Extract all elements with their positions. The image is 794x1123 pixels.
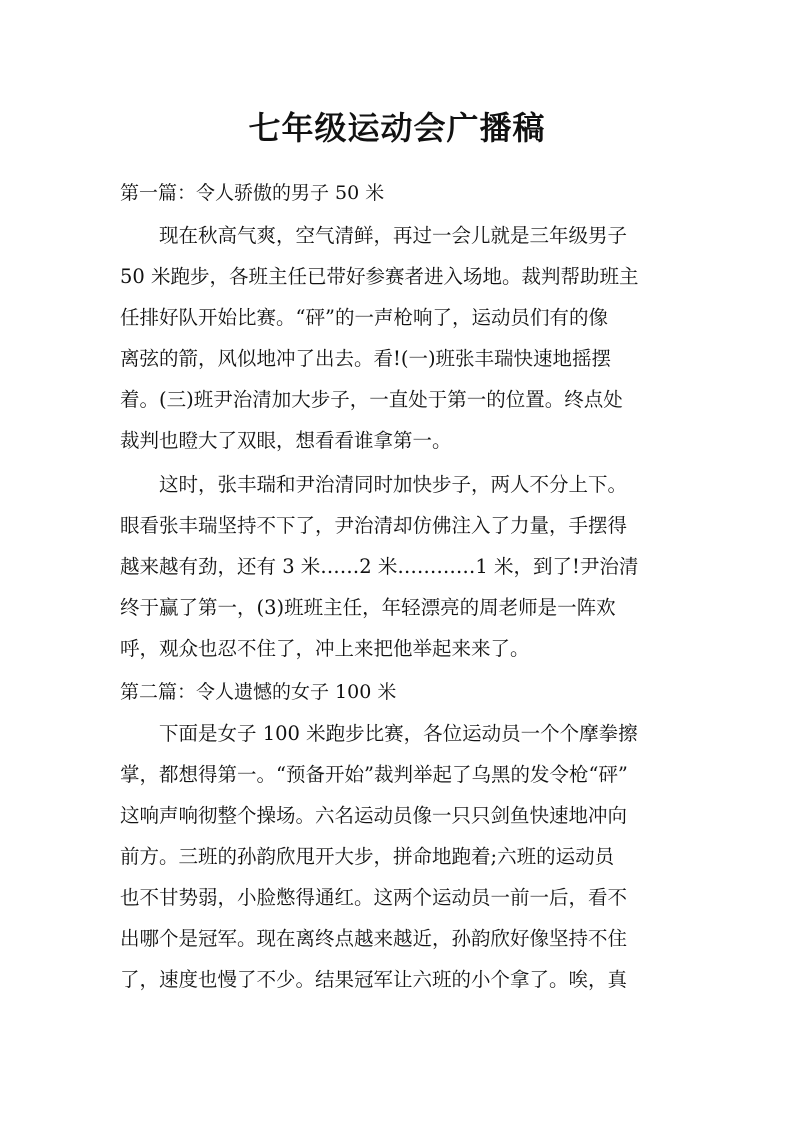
paragraph-line: 眼看张丰瑞坚持不下了，尹治清却仿佛注入了力量，手摆得 xyxy=(120,514,628,537)
paragraph-line: 出哪个是冠军。现在离终点越来越近，孙韵欣好像坚持不住 xyxy=(120,927,628,950)
paragraph-line: 着。(三)班尹治清加大步子，一直处于第一的位置。终点处 xyxy=(120,388,623,411)
paragraph-line: 下面是女子 100 米跑步比赛，各位运动员一个个摩拳擦 xyxy=(159,722,638,745)
paragraph-line: 终于赢了第一，(3)班班主任，年轻漂亮的周老师是一阵欢 xyxy=(120,596,616,619)
paragraph-line: 掌，都想得第一。“预备开始”裁判举起了乌黑的发令枪“砰” xyxy=(120,763,628,786)
paragraph-line: 越来越有劲，还有 3 米……2 米…………1 米，到了!尹治清 xyxy=(120,555,639,578)
document-title: 七年级运动会广播稿 xyxy=(248,109,546,147)
paragraph-line: 裁判也瞪大了双眼，想看看谁拿第一。 xyxy=(120,429,452,452)
paragraph-line: 50 米跑步，各班主任已带好参赛者进入场地。裁判帮助班主 xyxy=(120,265,639,288)
paragraph-line: 呼，观众也忍不住了，冲上来把他举起来来了。 xyxy=(120,637,530,660)
paragraph-line: 现在秋高气爽，空气清鲜，再过一会儿就是三年级男子 xyxy=(159,224,628,247)
paragraph-line: 也不甘势弱，小脸憋得通红。这两个运动员一前一后，看不 xyxy=(120,886,628,909)
paragraph-line: 任排好队开始比赛。“砰”的一声枪响了，运动员们有的像 xyxy=(120,306,608,329)
paragraph-line: 离弦的箭，风似地冲了出去。看!(一)班张丰瑞快速地摇摆 xyxy=(120,347,612,370)
section-heading-1: 第一篇：令人骄傲的男子 50 米 xyxy=(120,182,385,204)
paragraph-line: 前方。三班的孙韵欣甩开大步，拼命地跑着;六班的运动员 xyxy=(120,845,615,868)
section-heading-2: 第二篇：令人遗憾的女子 100 米 xyxy=(120,681,397,703)
paragraph-line: 了，速度也慢了不少。结果冠军让六班的小个拿了。唉，真 xyxy=(120,968,628,991)
paragraph-line: 这响声响彻整个操场。六名运动员像一只只剑鱼快速地冲向 xyxy=(120,804,628,827)
paragraph-line: 这时，张丰瑞和尹治清同时加快步子，两人不分上下。 xyxy=(159,473,628,496)
